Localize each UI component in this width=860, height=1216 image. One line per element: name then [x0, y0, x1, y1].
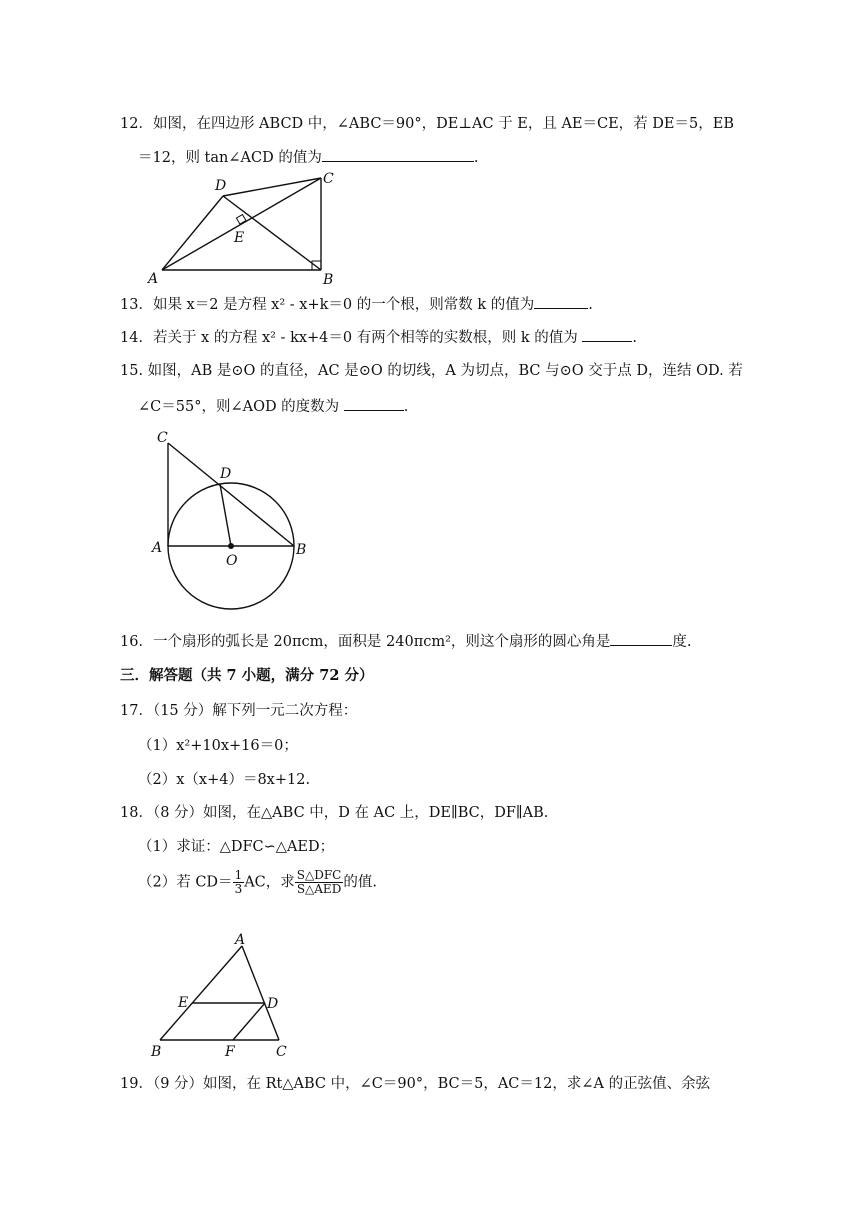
- q15-line2-text: ∠C＝55°，则∠AOD 的度数为: [138, 399, 340, 415]
- area-ratio: $\frac{\text{S△DFC}}{\text{S△AED}}$: [296, 868, 342, 896]
- q18-part1: （1）求证：△DFC∽△AED；: [138, 839, 335, 855]
- q15-line2-end: .: [403, 399, 409, 415]
- label-C: C: [323, 171, 334, 187]
- q16-text: 16．一个扇形的弧长是 20πcm，面积是 240πcm²，则这个扇形的圆心角是: [120, 634, 611, 650]
- label-A: A: [148, 271, 159, 287]
- answer-blank: [610, 631, 672, 646]
- q12-figure: [145, 168, 345, 290]
- q17-part1: （1）x²+10x+16＝0；: [138, 738, 298, 754]
- q19-line1: 19．（9 分）如图，在 Rt△ABC 中，∠C＝90°，BC＝5，AC＝12，求∠A 的正弦值、余弦: [120, 1076, 711, 1092]
- label-F: F: [225, 1044, 235, 1060]
- q17-part2: （2）x（x+4）＝8x+12.: [138, 772, 311, 788]
- label-D: D: [267, 996, 279, 1012]
- q15-line2: [138, 395, 408, 416]
- answer-blank: [582, 327, 632, 342]
- label-B: B: [151, 1044, 162, 1060]
- answer-blank: [322, 147, 474, 162]
- q14-text: 14．若关于 x 的方程 x² - kx+4＝0 有两个相等的实数根，则 k 的值为: [120, 330, 578, 346]
- q18-figure: [148, 928, 308, 1062]
- answer-blank: [344, 396, 404, 411]
- q14-end: .: [632, 330, 637, 346]
- q18-part2: [138, 869, 377, 896]
- q15-figure: [148, 426, 318, 618]
- label-E: E: [234, 230, 245, 246]
- q16-line: [120, 630, 692, 651]
- q12-line2: [138, 146, 478, 167]
- q13-line: [120, 293, 593, 314]
- q17-stem: 17．（15 分）解下列一元二次方程：: [120, 703, 358, 719]
- label-E: E: [178, 995, 189, 1011]
- q18-part2-text: （2）若 CD＝: [138, 874, 233, 891]
- q18-part2-mid: AC，求: [244, 874, 295, 891]
- q13-text: 13．如果 x＝2 是方程 x² - x+k＝0 的一个根，则常数 k 的值为: [120, 297, 535, 313]
- q12-line2-end: .: [473, 150, 479, 166]
- q18-stem: 18．（8 分）如图，在△ABC 中，D 在 AC 上，DE∥BC，DF∥AB.: [120, 805, 549, 821]
- fraction-one-third: $\frac{1}{3}$: [234, 868, 243, 896]
- label-O: O: [226, 553, 238, 569]
- answer-blank: [534, 294, 588, 309]
- label-D: D: [215, 178, 227, 194]
- label-C: C: [157, 430, 168, 446]
- label-D: D: [220, 466, 232, 482]
- label-C: C: [276, 1044, 287, 1060]
- label-B: B: [296, 542, 307, 558]
- q12-line1: 12．如图，在四边形 ABCD 中，∠ABC＝90°，DE⊥AC 于 E，且 AE＝CE，若 DE＝5，EB: [120, 116, 734, 132]
- label-A: A: [235, 932, 246, 948]
- section-heading: 三．解答题（共 7 小题，满分 72 分）: [120, 667, 374, 684]
- q13-end: .: [588, 297, 593, 313]
- q12-line2-text: ＝12，则 tan∠ACD 的值为: [138, 150, 322, 166]
- q15-line1: 15. 如图，AB 是⊙O 的直径，AC 是⊙O 的切线，A 为切点，BC 与⊙O 交于点 D，连结 OD. 若: [120, 363, 743, 379]
- q18-part2-end: 的值.: [343, 874, 377, 891]
- label-B: B: [323, 272, 334, 288]
- q14-line: [120, 326, 637, 347]
- label-A: A: [152, 540, 163, 556]
- q16-end: 度.: [672, 634, 692, 650]
